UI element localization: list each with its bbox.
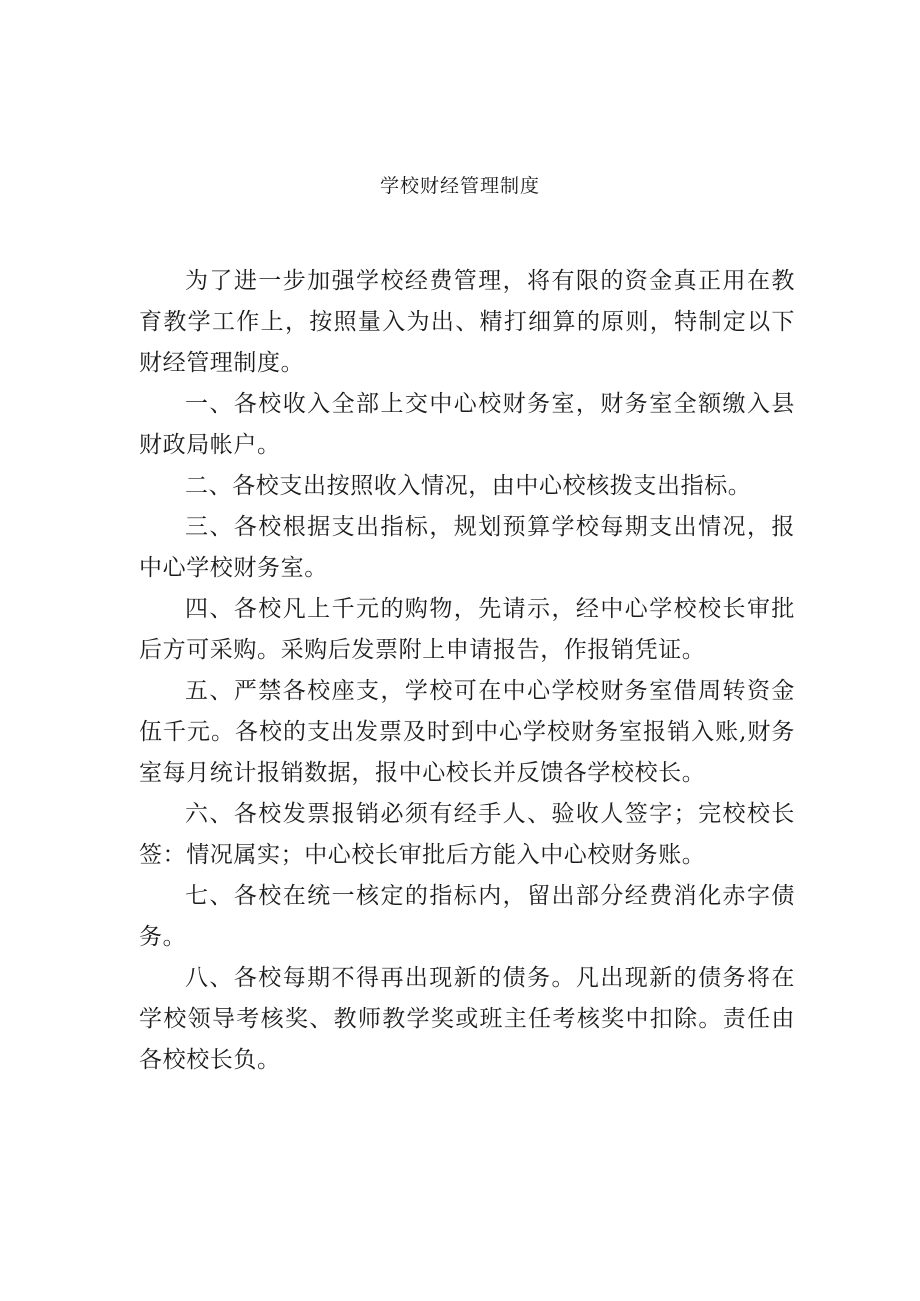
document-body — [139, 261, 795, 1081]
paragraph-rule-6: 六、各校发票报销必须有经手人、验收人签字；完校校长签：情况属实；中心校长审批后方能入中心校财务账。 — [139, 801, 795, 868]
paragraph-rule-4: 四、各校凡上千元的购物，先请示，经中心学校校长审批后方可采购。采购后发票附上申请报告，作报销凭证。 — [139, 596, 795, 663]
paragraph-rule-2: 二、各校支出按照收入情况，由中心校核拨支出指标。 — [185, 473, 752, 499]
paragraph-rule-5: 五、严禁各校座支，学校可在中心学校财务室借周转资金伍千元。各校的支出发票及时到中心学校财务室报销入账,财务室每月统计报销数据，报中心校长并反馈各学校校长。 — [139, 678, 795, 786]
paragraph-rule-7: 七、各校在统一核定的指标内，留出部分经费消化赤字债务。 — [139, 883, 795, 950]
paragraph-rule-3: 三、各校根据支出指标，规划预算学校每期支出情况，报中心学校财务室。 — [139, 514, 795, 581]
paragraph-rule-1: 一、各校收入全部上交中心校财务室，财务室全额缴入县财政局帐户。 — [139, 391, 795, 458]
document-title: 学校财经管理制度 — [379, 175, 540, 197]
paragraph-intro: 为了进一步加强学校经费管理，将有限的资金真正用在教育教学工作上，按照量入为出、精打细算的原则，特制定以下财经管理制度。 — [139, 268, 795, 376]
paragraph-rule-8: 八、各校每期不得再出现新的债务。凡出现新的债务将在学校领导考核奖、教师教学奖或班主任考核奖中扣除。责任由各校校长负。 — [139, 965, 795, 1073]
